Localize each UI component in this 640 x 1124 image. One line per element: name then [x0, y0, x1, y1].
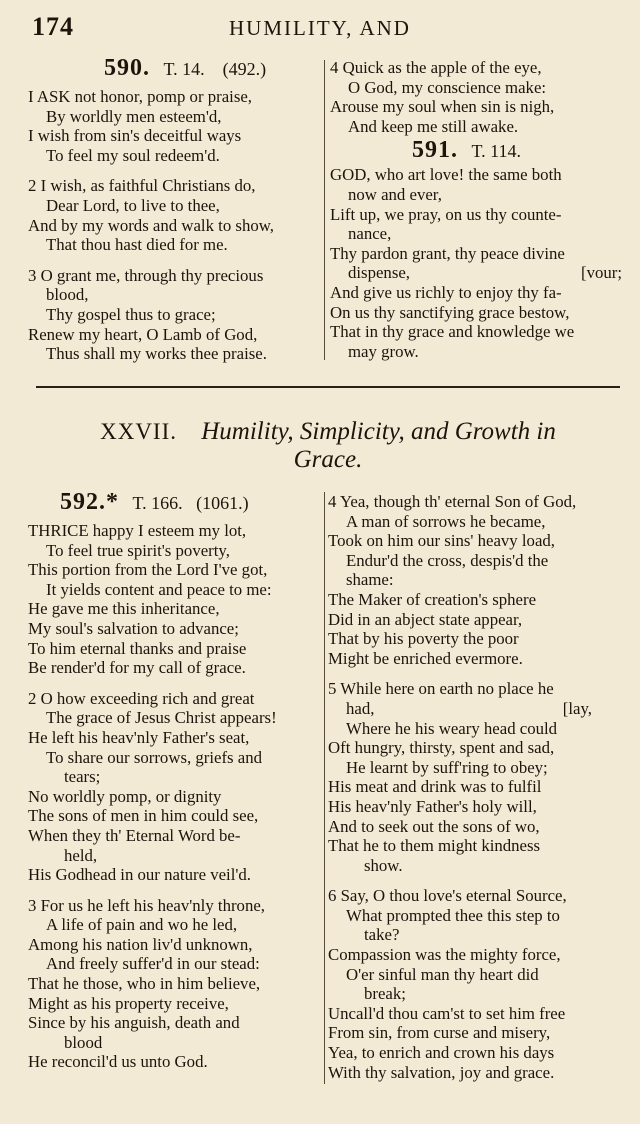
hymn-590 — [28, 54, 320, 364]
verse-line: Oft hungry, thirsty, spent and sad, — [328, 738, 555, 758]
tune-number: T. 114. — [471, 141, 521, 162]
verse-line: No worldly pomp, or dignity — [28, 786, 222, 806]
verse-line: THRICE happy I esteem my lot, — [28, 521, 247, 540]
verse-line: 4 Yea, though th' eternal Son of God, — [328, 492, 577, 511]
verse-line: I wish from sin's deceitful ways — [28, 126, 242, 146]
verse-line: His meat and drink was to fulfil — [328, 777, 542, 797]
verse-line: That thou hast died for me. — [46, 235, 228, 255]
verse-line: Took on him our sins' heavy load, — [328, 531, 555, 551]
verse-line: 3 For us he left his heav'nly throne, — [28, 895, 265, 915]
section-divider — [36, 386, 620, 388]
turnover-fragment: [vour; — [580, 263, 622, 283]
verse-line: And by my words and walk to show, — [28, 215, 274, 235]
verse-line: Uncall'd thou cam'st to set him free — [328, 1003, 566, 1023]
verse-line: 3 O grant me, through thy precious — [28, 265, 264, 285]
verse-line: Compassion was the mighty force, — [328, 945, 561, 965]
verse-line: That he those, who in him believe, — [28, 974, 261, 994]
hymn-number: 592.* — [60, 489, 119, 515]
verse-line: He gave me this inheritance, — [28, 599, 220, 619]
verse-line: He learnt by suff'ring to obey; — [346, 757, 548, 777]
verse-line: tears; — [64, 767, 101, 787]
verse-line: Where he his weary head could — [346, 718, 558, 738]
turnover-fragment: [lay, — [562, 698, 592, 718]
verse-line: To feel true spirit's poverty, — [46, 540, 230, 560]
page-header — [20, 12, 620, 46]
verse-line: Thus shall my works thee praise. — [46, 344, 267, 364]
verse-line: And freely suffer'd in our stead: — [46, 954, 260, 974]
verse-line: show. — [364, 855, 403, 875]
verse-line: To him eternal thanks and praise — [28, 638, 247, 658]
verse-line: He reconcil'd us unto God. — [28, 1052, 208, 1072]
verse-line: 4 Quick as the apple of the eye, — [330, 58, 542, 77]
verse-line: Yea, to enrich and crown his days — [328, 1043, 555, 1063]
verse-fragment: had, — [346, 698, 375, 718]
verse-line: By worldly men esteem'd, — [46, 106, 222, 126]
hymn-590-continued — [330, 58, 622, 361]
verse-line: My soul's salvation to advance; — [28, 618, 239, 638]
verse-line: And give us richly to enjoy thy fa- — [330, 282, 562, 302]
verse-line: It yields content and peace to me: — [46, 579, 272, 599]
hymn-reference: (492.) — [222, 59, 267, 79]
verse-line: I ASK not honor, pomp or praise, — [28, 87, 252, 106]
verse-line: Might be enriched evermore. — [328, 648, 523, 668]
verse-line: A life of pain and wo he led, — [46, 915, 238, 935]
verse-line: blood — [64, 1032, 103, 1052]
verse-line: Thy gospel thus to grace; — [46, 304, 216, 324]
verse-line: Arouse my soul when sin is nigh, — [330, 97, 555, 117]
section-number: XXVII. — [100, 419, 177, 444]
verse-line: O God, my conscience make: — [348, 77, 547, 97]
column-rule — [324, 60, 325, 360]
verse-line: Among his nation liv'd unknown, — [28, 934, 253, 954]
verse-line: 6 Say, O thou love's eternal Source, — [328, 886, 567, 906]
verse-line: To feel my soul redeem'd. — [46, 145, 220, 165]
hymn-reference: (1061.) — [196, 493, 249, 513]
verse-line: On us thy sanctifying grace bestow, — [330, 302, 570, 322]
verse-line: To share our sorrows, griefs and — [46, 747, 262, 767]
tune-number: T. 166. — [132, 493, 183, 513]
hymn-number: 590. — [104, 55, 150, 81]
verse-fragment: dispense, — [348, 263, 410, 283]
verse-line — [330, 263, 622, 283]
verse-line: take? — [364, 925, 400, 945]
hymn-592-left — [28, 488, 322, 1072]
verse-line: A man of sorrows he became, — [346, 511, 546, 531]
verse-line: That in thy grace and knowledge we — [330, 322, 575, 342]
verse-line: may grow. — [348, 341, 419, 361]
verse-line: Endur'd the cross, despis'd the — [346, 550, 549, 570]
verse-line: held, — [64, 845, 98, 865]
hymn-590-heading — [28, 56, 320, 81]
verse-line: The grace of Jesus Christ appears! — [46, 708, 277, 728]
verse-line: From sin, from curse and misery, — [328, 1023, 551, 1043]
verse-line: Might as his property receive, — [28, 993, 229, 1013]
verse-line: Thy pardon grant, thy peace divine — [330, 243, 565, 263]
verse-line: O'er sinful man thy heart did — [346, 964, 539, 984]
verse-line: GOD, who art love! the same both — [330, 165, 562, 185]
verse-line: shame: — [346, 570, 394, 590]
verse-line: The Maker of creation's sphere — [328, 589, 537, 609]
verse-line: The sons of men in him could see, — [28, 806, 259, 826]
verse-line: That he to them might kindness — [328, 836, 541, 856]
verse-line: And keep me still awake. — [348, 116, 519, 136]
hymn-591-heading — [330, 138, 622, 163]
verse-line: Did in an abject state appear, — [328, 609, 523, 629]
verse-line: now and ever, — [348, 184, 442, 204]
verse-line: break; — [364, 984, 406, 1004]
hymn-592-right — [328, 492, 622, 1082]
page-number: 174 — [32, 12, 74, 41]
running-title: HUMILITY, AND — [229, 16, 411, 40]
section-title — [36, 418, 620, 474]
verse-line: He left his heav'nly Father's seat, — [28, 727, 250, 747]
verse-line: nance, — [348, 224, 392, 244]
hymn-number: 591. — [412, 137, 458, 164]
tune-number: T. 14. — [163, 59, 205, 79]
verse-line: Renew my heart, O Lamb of God, — [28, 324, 258, 344]
verse-line: blood, — [46, 285, 89, 305]
verse-line — [328, 699, 622, 719]
hymn-592-heading — [28, 490, 322, 515]
verse-line: His Godhead in our nature veil'd. — [28, 865, 251, 885]
verse-line: When they th' Eternal Word be- — [28, 825, 241, 845]
column-rule — [324, 492, 325, 1084]
section-title-line2: Grace. — [293, 446, 363, 473]
verse-line: And to seek out the sons of wo, — [328, 816, 540, 836]
section-title-line1: Humility, Simplicity, and Growth in — [201, 418, 556, 445]
verse-line: Dear Lord, to live to thee, — [46, 195, 220, 215]
verse-line: Be render'd for my call of grace. — [28, 658, 246, 678]
verse-line: This portion from the Lord I've got, — [28, 560, 268, 580]
verse-line: 2 I wish, as faithful Christians do, — [28, 176, 256, 196]
verse-line: 5 While here on earth no place he — [328, 679, 554, 699]
verse-line: Lift up, we pray, on us thy counte- — [330, 204, 562, 224]
verse-line: That by his poverty the poor — [328, 629, 519, 649]
verse-line: Since by his anguish, death and — [28, 1013, 240, 1033]
verse-line: With thy salvation, joy and grace. — [328, 1062, 555, 1082]
verse-line: 2 O how exceeding rich and great — [28, 688, 255, 708]
verse-line: His heav'nly Father's holy will, — [328, 796, 537, 816]
verse-line: What prompted thee this step to — [346, 905, 560, 925]
